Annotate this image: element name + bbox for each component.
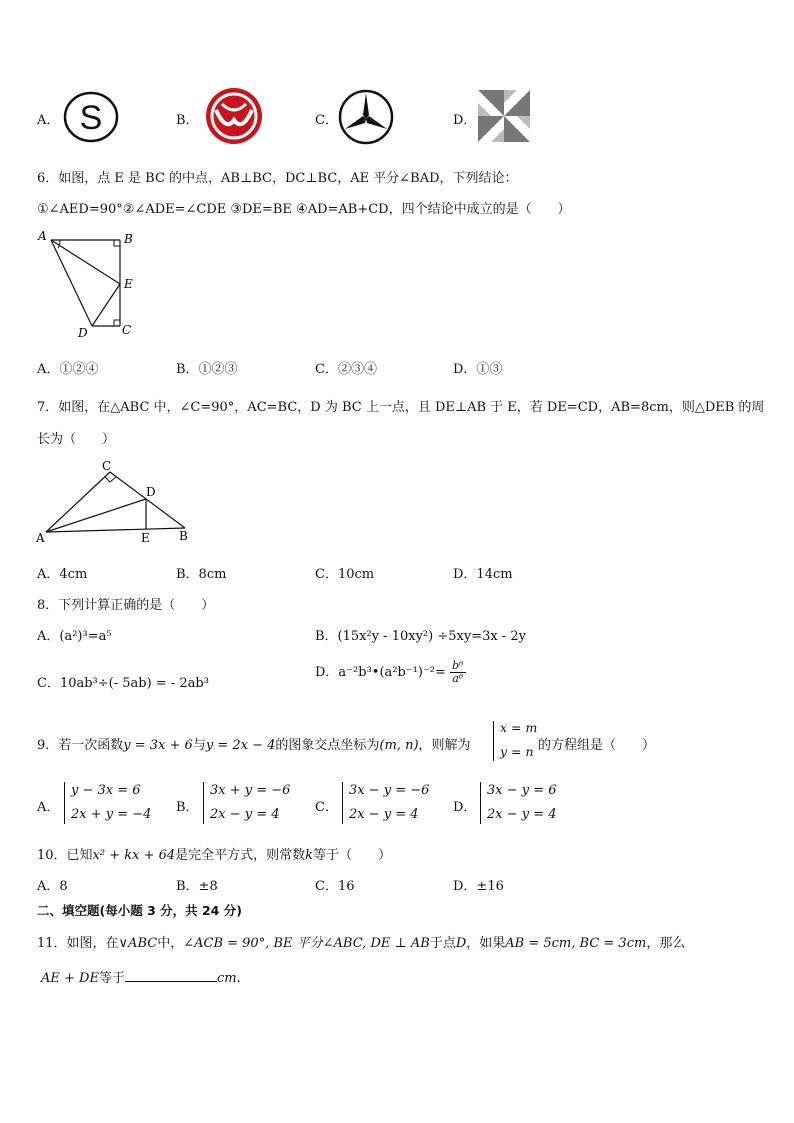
s-logo-letter: S xyxy=(79,99,103,137)
q11-point: D xyxy=(455,936,467,951)
q7-stem-line1: 7．如图，在△ABC 中，∠C=90°，AC=BC，D 为 BC 上一点，且 DE⊥AB 于 E，若 DE=CD，AB=8cm，则△DEB 的周 xyxy=(37,400,765,415)
q9-text-5: 的方程组是（ ） xyxy=(538,738,656,753)
q9-option-a-top: y − 3x = 6 xyxy=(71,783,141,798)
q9-option-c-brace xyxy=(342,782,343,824)
q7-label-a: A xyxy=(36,531,45,545)
q9-option-b-brace xyxy=(203,782,204,824)
q6-option-c: C．②③④ xyxy=(315,362,377,377)
q11-unit: cm xyxy=(216,971,237,986)
q7-label-c: C xyxy=(102,459,112,473)
q6-label-b: B xyxy=(124,232,133,246)
q5-option-b-label: B． xyxy=(176,113,199,128)
q7-stem-line2: 长为（ ） xyxy=(37,432,116,447)
q9-option-c-bottom: 2x − y = 4 xyxy=(349,807,419,822)
q9-eq1: y = 3x + 6 xyxy=(123,738,193,753)
q11-text-mid: 等于 xyxy=(98,971,125,986)
q11-text-1: 11．如图，在 xyxy=(37,936,119,951)
q7-figure xyxy=(34,458,196,546)
q11-condition: ∠ACB = 90°, BE 平分∠ABC, DE ⊥ AB xyxy=(183,936,430,951)
q6-label-a: A xyxy=(38,229,47,243)
q7-option-a: A．4cm xyxy=(37,567,88,582)
q6-option-a: A．①②④ xyxy=(37,362,99,377)
q7-label-d: D xyxy=(146,485,156,499)
q9-option-b-bottom: 2x − y = 4 xyxy=(210,807,280,822)
q11-line2 xyxy=(41,967,241,986)
q9-text-2: 与 xyxy=(192,738,206,753)
q7-option-c: C．10cm xyxy=(315,567,375,582)
q8-option-d-text: D．a⁻²b³•(a²b⁻¹)⁻²= xyxy=(315,665,446,680)
q11-text-3: 于点 xyxy=(429,936,456,951)
q10-option-a: A．8 xyxy=(37,879,68,894)
q8-option-b: B．(15x²y - 10xy²) ÷5xy=3x - 2y xyxy=(315,629,526,644)
q10-option-c: C．16 xyxy=(315,879,355,894)
three-pointed-star-logo-icon xyxy=(337,88,395,146)
q8-option-d-fraction xyxy=(450,660,465,685)
q10-text-3: 等于（ ） xyxy=(313,848,392,863)
q9-sol-bottom: y = n xyxy=(500,744,534,759)
fraction-numerator: b⁶ xyxy=(452,659,464,672)
q6-label-e: E xyxy=(124,277,133,291)
q6-option-b: B．①②③ xyxy=(176,362,238,377)
q11-text-5: ，那么 xyxy=(646,936,686,951)
q11-triangle: ∨ABC xyxy=(118,936,158,951)
dongfeng-logo-icon xyxy=(202,86,266,146)
q9-option-a-bottom: 2x + y = −4 xyxy=(71,807,152,822)
q9-text-3: 的图象交点坐标为 xyxy=(275,738,380,753)
q11-given: AB = 5cm, BC = 3cm xyxy=(505,936,647,951)
q8-option-c: C．10ab³÷(- 5ab) = - 2ab³ xyxy=(37,676,209,691)
q10-option-b: B．±8 xyxy=(176,879,218,894)
q9-text-1: 9．若一次函数 xyxy=(37,738,124,753)
pinwheel-pattern-icon xyxy=(476,88,532,144)
q10-text-2: 是完全平方式，则常数 xyxy=(175,848,306,863)
q8-option-a: A．(a²)³=a⁵ xyxy=(37,629,112,644)
q6-figure xyxy=(34,226,146,342)
s-logo-icon xyxy=(62,91,120,143)
q9-option-d-brace xyxy=(480,782,481,824)
section-heading: 二、填空题(每小题 3 分，共 24 分) xyxy=(37,903,242,918)
q7-option-b: B．8cm xyxy=(176,567,227,582)
q9-option-a-label: A． xyxy=(37,800,60,815)
answer-blank[interactable] xyxy=(125,969,217,982)
q11-line1 xyxy=(37,932,685,951)
q11-text-2: 中， xyxy=(157,936,184,951)
q9-eq2: y = 2x − 4 xyxy=(205,738,276,753)
q7-label-b: B xyxy=(179,529,188,543)
q11-end: . xyxy=(236,971,241,986)
q9-option-d-label: D． xyxy=(453,800,477,815)
q9-solution-brace xyxy=(493,721,494,761)
q10-k: k xyxy=(305,848,314,863)
q10-text-1: 10．已知 xyxy=(37,848,93,863)
q7-label-e: E xyxy=(141,531,150,545)
q9-option-d-bottom: 2x − y = 4 xyxy=(487,807,557,822)
q9-option-b-label: B． xyxy=(176,800,199,815)
q10-stem xyxy=(37,844,391,863)
q11-text-4: ，如果 xyxy=(466,936,506,951)
q6-stem: 6．如图，点 E 是 BC 的中点，AB⊥BC，DC⊥BC，AE 平分∠BAD，下列结论： xyxy=(37,171,518,186)
q9-option-b-top: 3x + y = −6 xyxy=(210,783,291,798)
fraction-denominator: a⁶ xyxy=(452,672,464,685)
q9-sol-top: x = m xyxy=(500,720,538,735)
q10-expr: x² + kx + 64 xyxy=(92,848,176,863)
q5-option-d-label: D． xyxy=(453,113,477,128)
q6-label-c: C xyxy=(122,323,132,337)
q5-option-a-label: A． xyxy=(37,113,60,128)
q7-option-d: D．14cm xyxy=(453,567,513,582)
q6-conclusions: ①∠AED=90°②∠ADE=∠CDE ③DE=BE ④AD=AB+CD，四个结论中成立的是（ ） xyxy=(37,202,571,217)
q6-label-d: D xyxy=(78,326,88,340)
q10-option-d: D．±16 xyxy=(453,879,504,894)
q5-option-c-label: C． xyxy=(315,113,338,128)
q6-option-d: D．①③ xyxy=(453,362,503,377)
q11-expression: AE + DE xyxy=(41,971,99,986)
q8-option-d xyxy=(315,660,466,685)
q8-stem: 8．下列计算正确的是（ ） xyxy=(37,598,215,613)
q9-stem xyxy=(37,734,471,753)
q9-option-d-top: 3x − y = 6 xyxy=(487,783,557,798)
q9-text-4: ，则解为 xyxy=(418,738,471,753)
q9-option-c-top: 3x − y = −6 xyxy=(349,783,430,798)
q9-option-a-brace xyxy=(64,782,65,824)
q9-point: (m, n) xyxy=(379,738,419,753)
q9-option-c-label: C． xyxy=(315,800,338,815)
